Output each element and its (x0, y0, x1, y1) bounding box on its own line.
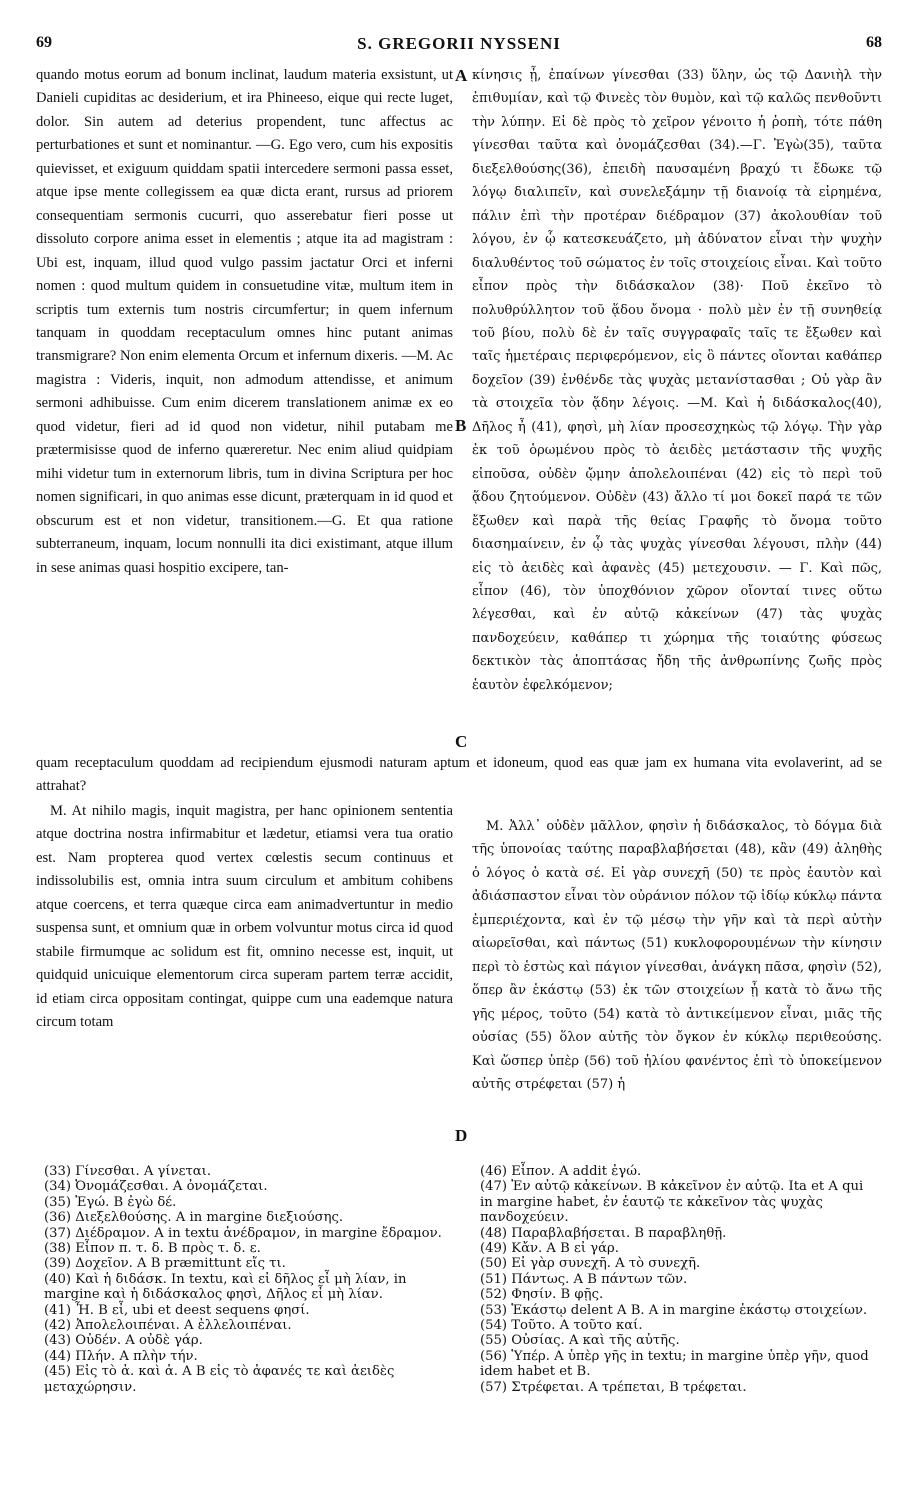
footnote: (54) Τοῦτο. A τοῦτο καί. (480, 1318, 643, 1334)
footnote: (48) Παραβλαβήσεται. B παραβληθῇ. (480, 1225, 727, 1241)
footnote: (36) Διεξελθούσης. A in margine διεξιούσης. (44, 1210, 344, 1226)
footnote: (50) Εἰ γὰρ συνεχῆ. A τὸ συνεχῆ. (480, 1256, 701, 1272)
footnote: (34) Ὀνομάζεσθαι. A ὀνομάζεται. (44, 1179, 268, 1195)
latin-continuation: quam receptaculum quoddam ad recipiendum ejusmodi naturam aptum et idoneum, quod eas quæ jam ex humana vita evolaverint, ad se attrahat? (36, 755, 882, 795)
greek-paragraph-2: Μ. Ἀλλ᾽ οὐδὲν μᾶλλον, φησὶν ἡ διδάσκαλος, τὸ δόγμα διὰ τῆς ὑπονοίας ταύτης παραβλαβήσεται (48), κἂν (49) ἀληθὴς ὁ λόγος ὁ κατὰ σέ. Εἰ γὰρ συνεχῆ (50) τε πρὸς ἑαυτὸν καὶ ἀδιάσπαστον εἶναι τὸν οὐράνιον πόλον τῷ ἰδίῳ κύκλῳ πάντα ἐμπεριέχοντα, καὶ ἐν τῷ μέσῳ τὴν γῆν καὶ τὰ περὶ αὐτὴν αἰωρεῖσθαι, καὶ πάντως (51) κυκλοφορουμένων τὴν κίνησιν περὶ τὸ ἑστὼς καὶ πάγιον γίνεσθαι, ἀνάγκη πᾶσα, φησὶν (52), ὅπερ ἂν ἑκάστῳ (53) ἐκ τῶν στοιχείων ᾖ κατὰ τὸ ἄνω τῆς γῆς μέρος, τοῦτο (54) κατὰ τὸ ἀντικείμενον εἶναι, μιᾶς τῆς οὐσίας (55) ὅλον αὐτῆς τὸν ὄγκον ἐν κύκλῳ περιθεούσης. Καὶ ὥσπερ ὑπὲρ (56) τοῦ ἡλίου φανέντος ἐπὶ τὸ ὑποκείμενον αὐτῆς στρέφεται (57) ἡ (472, 819, 882, 1092)
footnote: (43) Οὐδέν. A οὐδὲ γάρ. (44, 1333, 203, 1349)
footnote: (35) Ἐγώ. B ἐγὼ δέ. (44, 1194, 177, 1210)
margin-marker-d: D (455, 1126, 468, 1145)
footnote: (38) Εἶπον π. τ. δ. B πρὸς τ. δ. ε. (44, 1241, 261, 1257)
page-number-right: 68 (866, 34, 882, 51)
footnote: (55) Οὐσίας. A καὶ τῆς αὐτῆς. (480, 1333, 680, 1349)
margin-marker-c: C (455, 732, 468, 751)
footnote: (39) Δοχεῖον. A B præmittunt εἴς τι. (44, 1256, 286, 1272)
footnote: (52) Φησίν. B φῇς. (480, 1287, 604, 1303)
page-header (36, 34, 882, 62)
footnote: (33) Γίνεσθαι. A γίνεται. (44, 1164, 212, 1179)
page-number-left: 69 (36, 34, 52, 51)
latin-full-width-lines (36, 752, 882, 800)
footnote: (57) Στρέφεται. A τρέπεται, B τρέφεται. (480, 1379, 747, 1395)
footnote: (37) Διέδραμον. A in textu ἀνέδραμον, in margine ἔδραμον. (44, 1225, 442, 1241)
running-title: S. GREGORII NYSSENI (357, 34, 561, 53)
footnote: (44) Πλήν. A πλὴν τήν. (44, 1348, 198, 1364)
greek-column-bottom (472, 815, 882, 1135)
margin-marker-b: B (455, 416, 467, 435)
latin-paragraph: quando motus eorum ad bonum inclinat, laudum materia exsistunt, ut Danieli cupiditas ac desiderium, et ira Phineeso, eique qui recte luget, dolor. Sin autem ad deterius propendent, tunc affectus ac perturbationes et sunt et nominantur. —G. Ego vero, cum his expositis quievisset, et exiguum quiddam spatii intercedere sermoni passa esset, atque ipse mente collegissem ea quæ dicta erant, rursus ad priorem consequentiam sermonis cucurri, quo asserebatur fieri posse ut dissoluto corpore anima esset in elementis ; atque ita ad magistram : Ubi est, inquam, illud quod vulgo passim jactatur Orci et inferni nomen : quod multum quidem in consuetudine vitæ, multum item in scriptis tum externis tum nostris circumfertur; in quem infernum tanquam in quoddam receptaculum omnes hinc putant animas transmigrare? Non enim elementa Orcum et infernum dixeris. —M. Ac magistra : Videris, inquit, non admodum attendisse, et animum sermoni adhibuisse. Cum enim dicerem translationem animæ ex eo quod videtur, fieri ad id quod non videtur, nihil putabam me prætermisisse quod de inferno quæreretur. Nec enim aliud quidpiam mihi videtur tum in externorum libris, tum in divina Scriptura per hoc nomen significari, in quo animas esse dicunt, præterquam in id quod et obscurum est et non videtur, transitionem.—G. Et qua ratione subterraneum, inquam, locum nonnulli ita dici existimant, atque illum in sese animas quasi hospitio excipere, tan- (36, 67, 453, 576)
footnote: (51) Πάντως. A B πάντων τῶν. (480, 1271, 688, 1287)
footnote: (46) Εἶπον. A addit ἐγώ. (480, 1164, 642, 1179)
margin-marker-a: A (455, 66, 468, 85)
footnote: (42) Ἀπολελοιπέναι. A ἐλλελοιπέναι. (44, 1318, 292, 1334)
footnote: (45) Εἰς τὸ ἀ. καὶ ἀ. A B εἰς τὸ ἀφανές τε καὶ ἀειδὲς μεταχώρησιν. (44, 1364, 395, 1395)
footnote: (53) Ἑκάστῳ delent A B. A in margine ἑκάστῳ στοιχείων. (480, 1302, 868, 1318)
latin-column-top (36, 64, 453, 784)
footnote: (49) Κἄν. A B εἰ γάρ. (480, 1241, 619, 1257)
latin-column-bottom (36, 800, 453, 1140)
footnote: (41) Ἦ. B εἶ, ubi et deest sequens φησί. (44, 1302, 310, 1318)
footnote: (56) Ὑπέρ. A ὑπὲρ γῆς in textu; in margine ὑπὲρ γῆν, quod idem habet et B. (480, 1348, 869, 1380)
greek-column-top (472, 64, 882, 754)
latin-paragraph-2: M. At nihilo magis, inquit magistra, per hanc opinionem sententia atque doctrina nostra infirmabitur et lædetur, etiamsi vera tua oratio est. Nam propterea quod vertex cœlestis secum continuus et indissolubilis est, omnia intra suum circulum et ambitum cohibens atque coercens, et terra quæque circa eam animadvertuntur in medio suspensa sunt, et omnium quæ in orbem volvuntur motus circa id quod stabile firmumque ac solidum est fit, omnino necesse est, inquit, ut quidquid unicuique elementorum circa superam partem terræ accidit, id etiam circa oppositam contingat, quippe cum una eademque natura circum totam (36, 803, 453, 1031)
greek-paragraph: κίνησις ᾖ, ἐπαίνων γίνεσθαι (33) ὕλην, ὡς τῷ Δανιὴλ τὴν ἐπιθυμίαν, καὶ τῷ Φινεὲς τὸν θυμὸν, καὶ τῷ καλῶς πενθοῦντι τὴν λύπην. Εἰ δὲ πρὸς τὸ χεῖρον γένοιτο ἡ ῥοπὴ, τότε πάθη γίνεσθαι ταῦτα καὶ ὀνομάζεσθαι (34).—Γ. Ἐγὼ(35), ταῦτα διεξελθούσης(36), ἐπειδὴ παυσαμένη βραχύ τι ἔδωκε τῷ λόγῳ διαλιπεῖν, καὶ συνελεξάμην τῇ διανοίᾳ τὰ εἰρημένα, πάλιν ἐπὶ τὴν προτέραν διέδραμον (37) ἀκολουθίαν τοῦ λόγου, ἐν ᾧ κατεσκευάζετο, μὴ ἀδύνατον εἶναι τὴν ψυχὴν διαλυθέντος τοῦ σώματος ἐν τοῖς στοιχείοις εἶναι. Καὶ τοῦτο εἶπον πρὸς τὴν διδάσκαλον (38)· Ποῦ ἐκεῖνο τὸ πολυθρύλλητον τοῦ ᾅδου ὄνομα · πολὺ μὲν ἐν τῇ συνηθείᾳ τοῦ βίου, πολὺ δὲ ἐν ταῖς συγγραφαῖς ταῖς τε ἔξωθεν καὶ ταῖς ἡμετέραις περιφερόμενον, εἰς ὃ πάντες οἴονται καθάπερ δοχεῖον (39) ἐνθένδε τὰς ψυχὰς μετανίστασθαι ; Οὐ γὰρ ἂν τὰ στοιχεῖα τὸν ᾅδην λέγοις. —Μ. Καὶ ἡ διδάσκαλος(40), Δῆλος ἦ (41), φησὶ, μὴ λίαν προσεσχηκὼς τῷ λόγῳ. Τὴν γὰρ ἐκ τοῦ ὁρωμένου πρὸς τὸ ἀειδὲς μετάστασιν τῆς ψυχῆς εἰποῦσα, οὐδὲν ᾤμην ἀπολελοιπέναι (42) εἰς τὸ περὶ τοῦ ᾅδου ζητούμενον. Οὐδὲν (43) ἄλλο τί μοι δοκεῖ παρά τε τῶν ἔξωθεν καὶ παρὰ τῆς θείας Γραφῆς τὸ ὄνομα τοῦτο διασημαίνειν, ἐν ᾧ τὰς ψυχὰς γίνεσθαι λέγουσι, πλὴν (44) εἰς τὸ ἀειδὲς καὶ ἀφανὲς (45) μετεχουσιν. — Γ. Καὶ πῶς, εἶπον (46), τὸν ὑποχθόνιον χῶρον οἴονταί τινες οὕτω λέγεσθαι, καὶ ἐν αὐτῷ κἀκείνων (47) τὰς ψυχὰς πανδοχεύειν, καθάπερ τι χώρημα τῆς τοιαύτης φύσεως δεκτικὸν τὰς ἀποπτάσας ἤδη τῆς ἀνθρωπίνης ζωῆς πρὸς ἑαυτὸν ἐφελκόμενον; (472, 68, 882, 693)
footnote: (47) Ἐν αὐτῷ κἀκείνων. B κἀκεῖνον ἐν αὐτῷ. Ita et A qui in margine habet, ἐν ἑαυτῷ τε κἀκεῖνον τὰς ψυχὰς πανδοχεύειν. (480, 1179, 864, 1226)
footnotes-left (44, 1164, 454, 1395)
footnote: (40) Καὶ ἡ διδάσκ. In textu, καὶ εἰ δῆλος εἶ μὴ λίαν, in margine καὶ ἡ διδάσκαλος φησὶ, Δῆλος εἶ μὴ λίαν. (44, 1271, 407, 1303)
footnotes-right (480, 1164, 880, 1395)
